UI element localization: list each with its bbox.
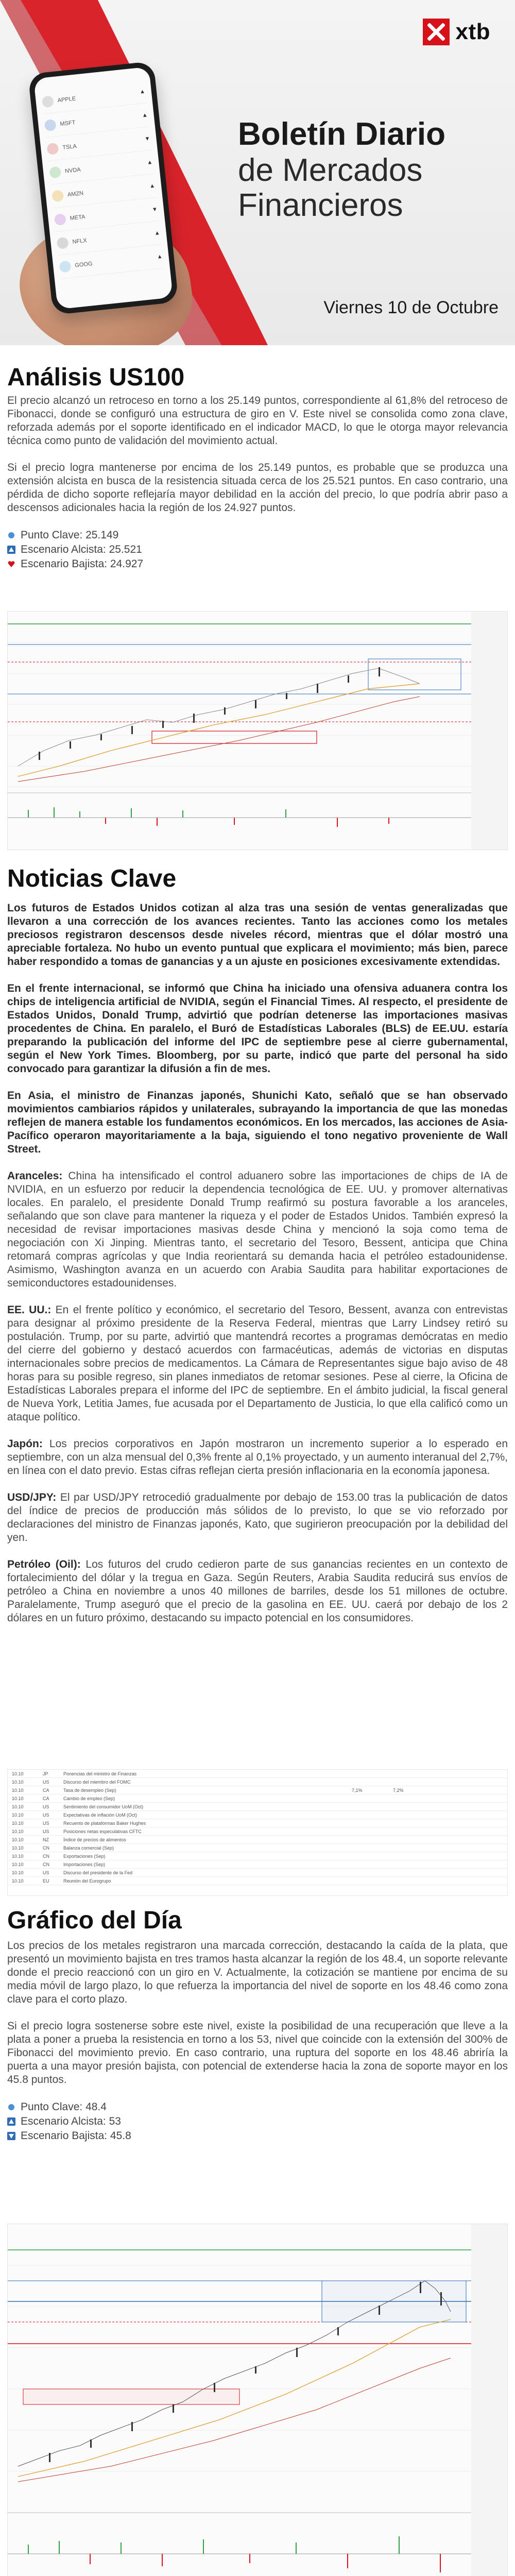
table-cell: 10.10	[12, 1870, 24, 1875]
table-cell: 10.10	[12, 1878, 24, 1884]
table-cell: Importaciones (Sep)	[63, 1861, 106, 1867]
table-cell: US	[43, 1779, 49, 1785]
level-label: Escenario Bajista: 24.927	[21, 558, 144, 570]
daily-chart-section	[7, 1906, 508, 2143]
table-cell: 10.10	[12, 1795, 24, 1801]
table-cell: 10.10	[12, 1820, 24, 1826]
news-item-oil: Petróleo (Oil): Los futuros del crudo cedieron parte de sus ganancias recientes en un contexto de fortalecimiento del dólar y la tregua en Gaza. Según Reuters, Arabia Saudita reducirá sus envíos de petróleo a China en noviembre a unos 40 millones de barriles, desde los 51 millones de octubre. Paralelamente, Trump aseguró que el precio de la gasolina en EE. UU. caerá por debajo de los 2 dólares en un futuro próximo, destacando su impacto potencial en los consumidores.	[7, 1558, 508, 1624]
table-cell: CN	[43, 1861, 49, 1867]
table-cell: 10.10	[12, 1837, 24, 1842]
level-label: Escenario Alcista: 53	[21, 2115, 121, 2127]
table-cell: CA	[43, 1795, 49, 1801]
economic-calendar-table	[7, 1769, 508, 1896]
table-cell: NZ	[43, 1837, 49, 1842]
circle-icon	[7, 2103, 15, 2111]
news-bold-paragraph: En Asia, el ministro de Finanzas japonés, Shunichi Kato, señaló que se han observado movimientos cambiarios rápidos y unilaterales, subrayando la importancia de que las monedas reflejen de manera estable los fundamentos económicos. En los mercados, las acciones de Asia-Pacífico operaron mayoritariamente a la baja, siguiendo el tono negativo proveniente de Wall Street.	[7, 1090, 508, 1155]
table-cell: EU	[43, 1878, 49, 1884]
bulletin-title	[238, 116, 506, 223]
list-item: NFLX ▲	[56, 221, 161, 256]
table-row	[8, 1836, 507, 1844]
table-row	[8, 1794, 507, 1803]
news-section	[7, 865, 508, 1625]
level-bullish	[7, 2114, 508, 2129]
news-bold-paragraph: Los futuros de Estados Unidos cotizan al alza tras una sesión de ventas generalizadas que llevaron a una corrección de los avances recientes. Tanto las acciones como los metales preciosos registraron descensos desde niveles récord, mientras que el dólar mostró una apreciable fortaleza. No hubo un evento puntual que explicara el movimiento; más bien, parece haber respondido a tomas de ganancias y a un ajuste en posiciones excesivamente extendidas.	[7, 902, 508, 968]
table-cell: Discurso del presidente de la Fed	[63, 1870, 133, 1875]
table-cell: Sentimiento del consumidor UoM (Oct)	[63, 1804, 144, 1809]
logo-text: xtb	[455, 19, 490, 44]
table-cell: Balanza comercial (Sep)	[63, 1845, 114, 1851]
x-mark-icon	[423, 19, 450, 45]
news-item-usdjpy: USD/JPY: El par USD/JPY retrocedió gradualmente por debajo de 153.00 tras la publicación de datos del índice de precios de producción más sólidos de lo previsto, lo que se vio reforzado por declaraciones del ministro de Finanzas japonés, Kato, que sugirieron preocupación por la debilidad del yen.	[7, 1492, 508, 1544]
table-cell: JP	[43, 1771, 48, 1776]
down-triangle-icon	[7, 2132, 15, 2140]
table-row	[8, 1877, 507, 1885]
table-row	[8, 1852, 507, 1860]
phone-mockup	[28, 61, 179, 315]
level-key-point	[7, 2100, 508, 2114]
table-cell: CA	[43, 1787, 49, 1793]
table-cell: CN	[43, 1853, 49, 1859]
table-row	[8, 1786, 507, 1794]
list-item: META ▼	[54, 197, 159, 232]
table-row	[8, 1811, 507, 1819]
table-cell: 10.10	[12, 1771, 24, 1776]
daily-chart-paragraph-2: Si el precio logra sostenerse sobre este nivel, existe la posibilidad de una recuperación que lleve a la plata a poner a prueba la resistencia en torno a los 53, nivel que coincide con la extensión del 300% de Fibonacci del movimiento previo. En caso contrario, una ruptura del soporte en los 48.46 abriría la puerta a una mayor presión bajista, con potencial de extenderse hacia la zona de soporte mayor en los 45.8 puntos.	[7, 2020, 508, 2086]
level-bearish	[7, 557, 508, 571]
silver-chart	[7, 2224, 508, 2576]
hero-banner	[0, 0, 515, 345]
news-item-us: EE. UU.: En el frente político y económico, el secretario del Tesoro, Bessent, avanza con entrevistas para designar al próximo presidente de la Reserva Federal, mientras que Larry Lindsey retiró su postulación. Trump, por su parte, advirtió que mantendrá recortes a programas demócratas en medio del cierre del gobierno y destacó acuerdos con farmacéuticas, además de victorias en disputas internacionales sobre precios de medicamentos. La Cámara de Representantes sigue bajo aviso de 48 horas para su posible regreso, sin planes inmediatos de retomar sesiones. Pese al cierre, la Oficina de Estadísticas Laborales prepara el informe del IPC de septiembre. En el ámbito judicial, la fiscal general de Nueva York, Letitia James, fue acusada por el Departamento de Justicia, lo que ella calificó como un ataque político.	[7, 1304, 508, 1423]
table-cell: US	[43, 1828, 49, 1834]
table-cell: Índice de precios de alimentos	[63, 1837, 126, 1842]
table-row	[8, 1827, 507, 1836]
table-row	[8, 1844, 507, 1852]
level-label: Escenario Alcista: 25.521	[21, 544, 142, 555]
table-cell: Posiciones netas especulativas CFTC	[63, 1828, 142, 1834]
bulletin-date: Viernes 10 de Octubre	[323, 298, 499, 317]
table-row	[8, 1770, 507, 1778]
table-cell: US	[43, 1870, 49, 1875]
news-item-japan: Japón: Los precios corporativos en Japón mostraron un incremento superior a lo esperado en septiembre, con un alza mensual del 0,3% frente al 0,1% proyectado, y un aumento interanual del 2,7%, en línea con el dato previo. Estas cifras reflejan cierta presión inflacionaria en la economía japonesa.	[7, 1438, 508, 1477]
table-cell: Tasa de desempleo (Sep)	[63, 1787, 116, 1793]
table-cell: Cambio de empleo (Sep)	[63, 1795, 115, 1801]
table-cell: Exportaciones (Sep)	[63, 1853, 106, 1859]
table-cell: US	[43, 1812, 49, 1818]
table-cell: 10.10	[12, 1861, 24, 1867]
list-item: NVDA ▲	[48, 150, 154, 185]
news-title: Noticias Clave	[7, 865, 177, 892]
table-cell: Discurso del miembro del FOMC	[63, 1779, 131, 1785]
level-label: Escenario Bajista: 45.8	[21, 2130, 131, 2142]
table-cell: 10.10	[12, 1804, 24, 1809]
table-row	[8, 1819, 507, 1827]
table-cell: 10.10	[12, 1787, 24, 1793]
table-cell: Recuento de plataformas Baker Hughes	[63, 1820, 146, 1826]
table-row	[8, 1778, 507, 1786]
up-triangle-icon	[7, 2117, 15, 2126]
table-cell: 10.10	[12, 1828, 24, 1834]
table-cell: 10.10	[12, 1779, 24, 1785]
table-cell: CN	[43, 1845, 49, 1851]
circle-icon	[7, 531, 15, 539]
table-cell: 10.10	[12, 1845, 24, 1851]
table-cell: 10.10	[12, 1853, 24, 1859]
analysis-section	[7, 363, 508, 571]
daily-chart-title: Gráfico del Día	[7, 1907, 182, 1934]
level-bullish	[7, 543, 508, 557]
news-item-tariffs: Aranceles: China ha intensificado el control aduanero sobre las importaciones de chips de IA de NVIDIA, en un esfuerzo por reducir la dependencia tecnológica de EE. UU. y promover alternativas locales. En paralelo, el presidente Donald Trump reafirmó su postura favorable a los aranceles, señalando que son clave para mantener la riqueza y el poder de Estados Unidos. También expresó la necesidad de revisar importaciones masivas desde China y mencionó la soja como tema de negociación con Xi Jinping. Mientras tanto, el secretario del Tesoro, Bessent, anticipa que China retomará compras agrícolas y que India reorientará su demanda hacia el petróleo estadounidense. Asimismo, Washington avanza en un acuerdo con Arabia Saudita para habilitar exportaciones de semiconductores estadounidenses.	[7, 1170, 508, 1289]
table-cell: Expectativas de inflación UoM (Oct)	[63, 1812, 138, 1818]
analysis-paragraph-1: El precio alcanzó un retroceso en torno a los 25.149 puntos, correspondiente al 61,8% del retroceso de Fibonacci, donde se configuró una estructura de giro en V. Este nivel se consolida como zona clave, reforzada además por el soporte identificado en el indicador MACD, lo que le otorga mayor relevancia técnica como punto de validación del movimiento actual.	[7, 395, 508, 447]
phone-screen	[33, 66, 173, 309]
up-triangle-icon	[7, 546, 15, 554]
list-item: AMZN ▲	[51, 174, 157, 209]
daily-chart-paragraph-1: Los precios de los metales registraron una marcada corrección, destacando la caída de la plata, que presentó un movimiento bajista en tres tramos hasta alcanzar la región de los 48.4, un soporte relevante donde el precio reaccionó con un giro en V. Actualmente, la cotización se mantiene por encima de su media móvil de largo plazo, lo que refuerza la importancia del nivel de soporte en los 48.46 como zona clave para el corto plazo.	[7, 1940, 508, 2005]
news-bold-paragraph: En el frente internacional, se informó que China ha iniciado una ofensiva aduanera contra los chips de inteligencia artificial de NVIDIA, según el Financial Times. Al respecto, el presidente de Estados Unidos, Donald Trump, advirtió que podrían detenerse las importaciones masivas procedentes de China. En paralelo, el Buró de Estadísticas Laborales (BLS) de EE.UU. estaría preparando la publicación del informe del IPC de septiembre pese al cierre gubernamental, según el New York Times. Bloomberg, por su parte, indicó que parte del personal ha sido convocado para garantizar la difusión a fin de mes.	[7, 982, 508, 1075]
analysis-title: Análisis US100	[7, 364, 185, 391]
table-cell: 7,2%	[393, 1787, 404, 1793]
table-row	[8, 1803, 507, 1811]
list-item: MSFT ▲	[43, 103, 149, 138]
table-cell: US	[43, 1820, 49, 1826]
title-line-1: Boletín Diario	[238, 116, 446, 152]
analysis-paragraph-2: Si el precio logra mantenerse por encima de los 25.149 puntos, es probable que se produzca una extensión alcista en busca de la resistencia situada cerca de los 25.521 puntos. En caso contrario, una pérdida de dicho soporte reflejaría mayor debilidad en la acción del precio, lo que podría abrir paso a descensos adicionales hacia la región de los 24.927 puntos.	[7, 462, 508, 514]
table-cell: Reunión del Eurogrupo	[63, 1878, 111, 1884]
title-line-2: de Mercados	[238, 152, 423, 188]
table-cell: 10.10	[12, 1812, 24, 1818]
table-cell: 7,1%	[352, 1787, 363, 1793]
table-row	[8, 1869, 507, 1877]
list-item: APPLE ▲	[41, 80, 147, 114]
list-item: TSLA ▼	[46, 127, 151, 161]
title-line-3: Financieros	[238, 188, 403, 223]
list-item: GOOG ▲	[58, 245, 164, 279]
table-cell: Ponencias del ministro de Finanzas	[63, 1771, 137, 1776]
us100-chart	[7, 611, 508, 850]
table-cell: US	[43, 1804, 49, 1809]
table-row	[8, 1860, 507, 1869]
heart-icon	[7, 560, 15, 568]
daily-chart-levels	[7, 2100, 508, 2143]
level-label: Punto Clave: 25.149	[21, 529, 119, 541]
xtb-logo	[423, 19, 491, 45]
level-label: Punto Clave: 48.4	[21, 2101, 107, 2113]
level-key-point	[7, 528, 508, 543]
analysis-levels	[7, 528, 508, 571]
level-bearish	[7, 2129, 508, 2143]
